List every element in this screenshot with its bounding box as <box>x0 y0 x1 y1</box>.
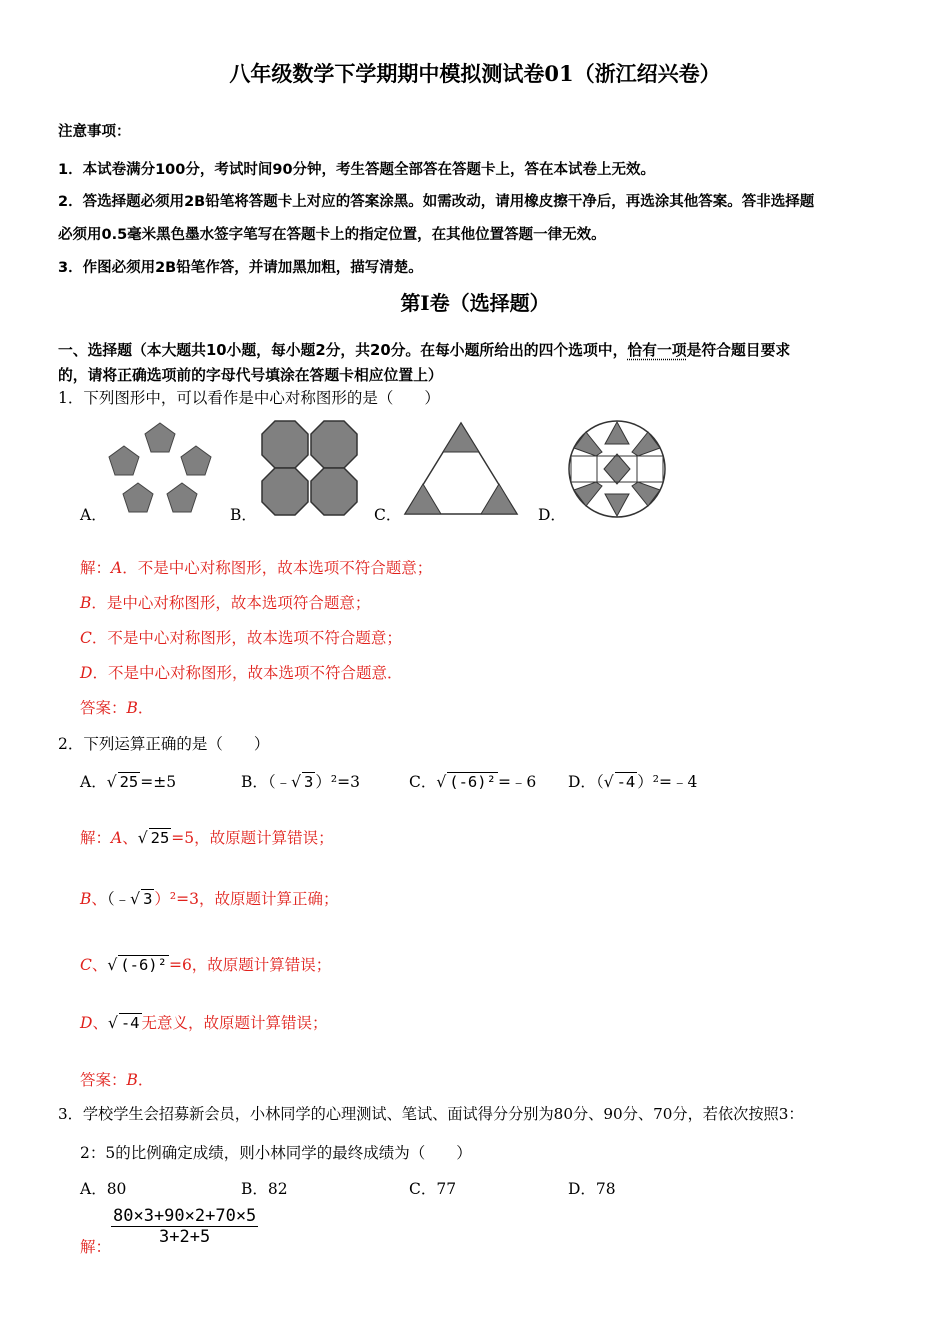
notes-item: 3．作图必须用2B铅笔作答，并请加黑加粗，描写清楚。 <box>58 260 423 276</box>
sqrt-expression: √ -4 <box>603 773 636 791</box>
q3-option-d: D．78 <box>568 1180 616 1198</box>
option-label: D． <box>568 773 596 791</box>
solution-text: ．不是中心对称图形，故本选项不符合题意． <box>92 664 403 682</box>
q2-solution-c <box>80 953 331 975</box>
option-label: A． <box>80 773 107 791</box>
solution-sep: 、 <box>122 829 138 847</box>
solution-letter: A <box>111 829 123 847</box>
answer-label: 答案： <box>80 1071 127 1089</box>
sqrt-expression: √ 3 <box>291 773 314 791</box>
solution-prefix: 解： <box>80 559 112 577</box>
part-intro-text: 是符合题目要求 <box>686 342 791 359</box>
radicand: (-6)² <box>120 956 167 974</box>
option-text: （﹣ <box>267 773 292 791</box>
q2-option-a <box>80 770 176 792</box>
q3-fraction <box>111 1206 258 1247</box>
part-intro-text: 一、选择题（本大题共10小题，每小题2分，共20分。在每小题所给出的四个选项中， <box>58 342 628 359</box>
q3-solution-prefix: 解： <box>80 1238 112 1256</box>
sqrt-expression: √ (-6)² <box>436 773 496 791</box>
q3-option-a: A．80 <box>80 1180 127 1198</box>
radicand: 25 <box>119 773 139 791</box>
q2-solution-a <box>80 826 334 848</box>
q3-stem-line1: 3．学校学生会招募新会员，小林同学的心理测试、笔试、面试得分分别为80分、90分、70分，若依次按照3： <box>58 1105 804 1123</box>
page-title: 八年级数学下学期期中模拟测试卷01（浙江绍兴卷） <box>229 61 721 86</box>
figure-b-octagons <box>258 418 362 518</box>
answer-end: ． <box>137 699 154 717</box>
option-text: （ <box>595 773 604 791</box>
solution-letter: A <box>111 559 123 577</box>
q2-solution-b <box>80 887 338 909</box>
radicand: -4 <box>616 773 636 791</box>
option-text: =﹣6 <box>497 773 537 791</box>
answer-label: 答案： <box>80 699 127 717</box>
q1-option-d-label: D． <box>538 506 566 524</box>
radicand: -4 <box>120 1014 140 1032</box>
solution-letter: B <box>80 594 92 612</box>
sqrt-expression: √ 25 <box>137 829 170 847</box>
solution-letter: D <box>80 1014 93 1032</box>
section-title: 第Ⅰ卷（选择题） <box>400 291 550 315</box>
radicand: 3 <box>304 773 314 791</box>
solution-prefix: 解： <box>80 829 112 847</box>
solution-sep: 、 <box>91 956 108 974</box>
q2-option-c <box>409 770 536 792</box>
fraction-denominator: 3+2+5 <box>159 1227 211 1247</box>
solution-text: =5，故原题计算错误； <box>171 829 334 847</box>
figure-a-pentagons <box>100 415 220 520</box>
q1-solution-a <box>80 556 432 578</box>
q3-stem-line2: 2：5的比例确定成绩，则小林同学的最终成绩为（ ） <box>80 1144 472 1162</box>
solution-sep: 、 <box>92 1014 108 1032</box>
solution-text: ．不是中心对称图形，故本选项不符合题意； <box>91 629 402 647</box>
answer-end: ． <box>137 1071 154 1089</box>
answer-value: B <box>126 1071 138 1089</box>
sqrt-expression: √ (-6)² <box>107 956 167 974</box>
q2-answer <box>80 1068 153 1090</box>
solution-letter: C <box>80 629 92 647</box>
option-label: C． <box>409 773 437 791</box>
q1-solution-d <box>80 661 402 683</box>
radicand: 3 <box>143 890 153 908</box>
q1-option-b-label: B． <box>230 506 257 524</box>
notes-item: 1．本试卷满分100分，考试时间90分钟，考生答题全部答在答题卡上，答在本试卷上无效。 <box>58 162 656 178</box>
q2-solution-d <box>80 1011 328 1033</box>
solution-letter: C <box>80 956 92 974</box>
solution-letter: D <box>80 664 93 682</box>
q2-stem: 2．下列运算正确的是（ ） <box>58 735 270 753</box>
q1-solution-b <box>80 591 370 613</box>
q3-option-b: B．82 <box>241 1180 288 1198</box>
q1-solution-c <box>80 626 402 648</box>
q3-option-c: C．77 <box>409 1180 457 1198</box>
q2-option-b <box>241 770 360 792</box>
sqrt-expression: √ -4 <box>107 1014 140 1032</box>
notes-item: 2．答选择题必须用2B铅笔将答题卡上对应的答案涂黑。如需改动，请用橡皮擦干净后，再选涂其他答案。答非选择题 <box>58 194 815 210</box>
option-text: =±5 <box>140 773 177 791</box>
solution-letter: B <box>80 890 92 908</box>
part-intro <box>58 339 790 360</box>
solution-text: ）²=3，故原题计算正确； <box>154 890 339 908</box>
part-intro-emphasis: 恰有一项 <box>627 342 687 359</box>
q2-option-d <box>568 770 697 792</box>
notes-item: 必须用0.5毫米黑色墨水签字笔写在答题卡上的指定位置，在其他位置答题一律无效。 <box>58 227 606 243</box>
q1-option-a-label: A． <box>80 506 107 524</box>
solution-text: =6，故原题计算错误； <box>168 956 332 974</box>
sqrt-expression: √ 25 <box>106 773 139 791</box>
q1-option-c-label: C． <box>374 506 402 524</box>
option-text: ）²=﹣4 <box>637 773 698 791</box>
notes-heading: 注意事项： <box>58 124 131 140</box>
figure-c-triangle <box>400 420 522 518</box>
solution-text: ．不是中心对称图形，故本选项不符合题意； <box>122 559 433 577</box>
radicand: (-6)² <box>449 773 496 791</box>
option-label: B． <box>241 773 268 791</box>
q1-answer <box>80 696 153 718</box>
solution-text: ．是中心对称图形，故本选项符合题意； <box>91 594 371 612</box>
radicand: 25 <box>150 829 170 847</box>
figure-d-circle <box>566 418 668 520</box>
solution-text: 无意义，故原题计算错误； <box>141 1014 328 1032</box>
option-text: ）²=3 <box>315 773 360 791</box>
part-intro-line2: 的，请将正确选项前的字母代号填涂在答题卡相应位置上） <box>58 367 443 384</box>
solution-sep: 、 <box>91 890 107 908</box>
answer-value: B <box>126 699 138 717</box>
q1-stem: 1．下列图形中，可以看作是中心对称图形的是（ ） <box>58 389 440 407</box>
fraction-numerator: 80×3+90×2+70×5 <box>113 1206 257 1226</box>
sqrt-expression: √ 3 <box>130 890 153 908</box>
solution-text: （﹣ <box>106 890 131 908</box>
